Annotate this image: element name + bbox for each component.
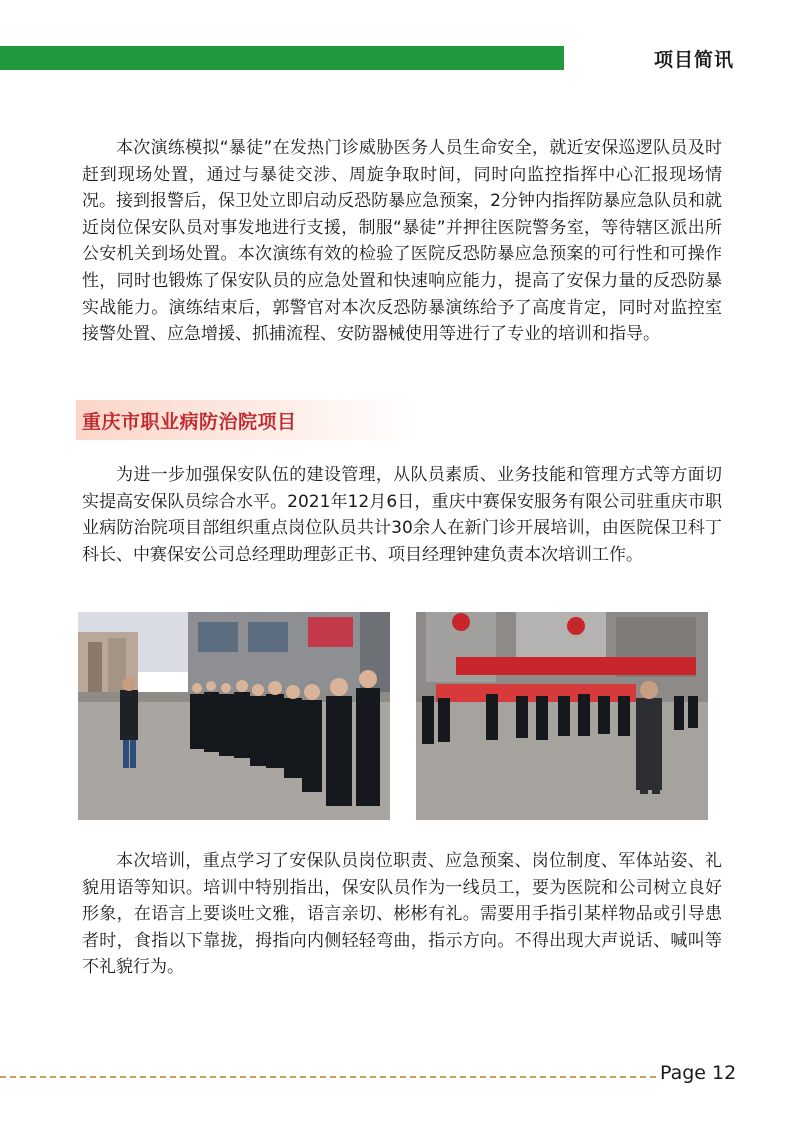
section-title: 重庆市职业病防治院项目 — [82, 411, 297, 433]
paragraph-1-text: 本次演练模拟“暴徒”在发热门诊威胁医务人员生命安全，就近安保巡逻队员及时赶到现场处置，通过与暴徒交涉、周旋争取时间，同时向监控指挥中心汇报现场情况。接到报警后，保卫处立即启动反恐防暴应急预案，2分钟内指挥防暴应急队员和就近岗位保安队员对事发地进行支援，制服“暴徒”并押往医院警务室，等待辖区派出所公安机关到场处置。本次演练有效的检验了医院反恐防暴应急预案的可行性和可操作性，同时也锻炼了保安队员的应急处置和快速响应能力，提高了安保力量的反恐防暴实战能力。演练结束后，郭警官对本次反恐防暴演练给予了高度肯定，同时对监控室接警处置、应急增援、抓捕流程、安防器械使用等进行了专业的培训和指导。 — [82, 138, 722, 345]
paragraph-drill-summary — [82, 135, 722, 348]
paragraph-training-content — [82, 848, 722, 981]
training-photo-right — [416, 612, 708, 820]
footer-dashed-line — [0, 1076, 656, 1078]
paragraph-training-intro — [82, 462, 722, 568]
header-green-bar — [0, 46, 564, 70]
paragraph-2-text: 为进一步加强保安队伍的建设管理，从队员素质、业务技能和管理方式等方面切实提高安保队员综合水平。2021年12月6日，重庆中赛保安服务有限公司驻重庆市职业病防治院项目部组织重点岗位队员共计30余人在新门诊开展培训，由医院保卫科丁科长、中赛保安公司总经理助理彭正书、项目经理钟建负责本次培训工作。 — [82, 465, 722, 565]
section-header — [76, 400, 418, 440]
header-title: 项目简讯 — [654, 49, 735, 71]
training-photo-left — [78, 612, 390, 820]
page-number: Page 12 — [660, 1062, 737, 1084]
paragraph-3-text: 本次培训，重点学习了安保队员岗位职责、应急预案、岗位制度、军体站姿、礼貌用语等知识。培训中特别指出，保安队员作为一线员工，要为医院和公司树立良好形象，在语言上要谈吐文雅，语言亲切、彬彬有礼。需要用手指引某样物品或引导患者时，食指以下靠拢，拇指向内侧轻轻弯曲，指示方向。不得出现大声说话、喊叫等不礼貌行为。 — [82, 851, 722, 978]
